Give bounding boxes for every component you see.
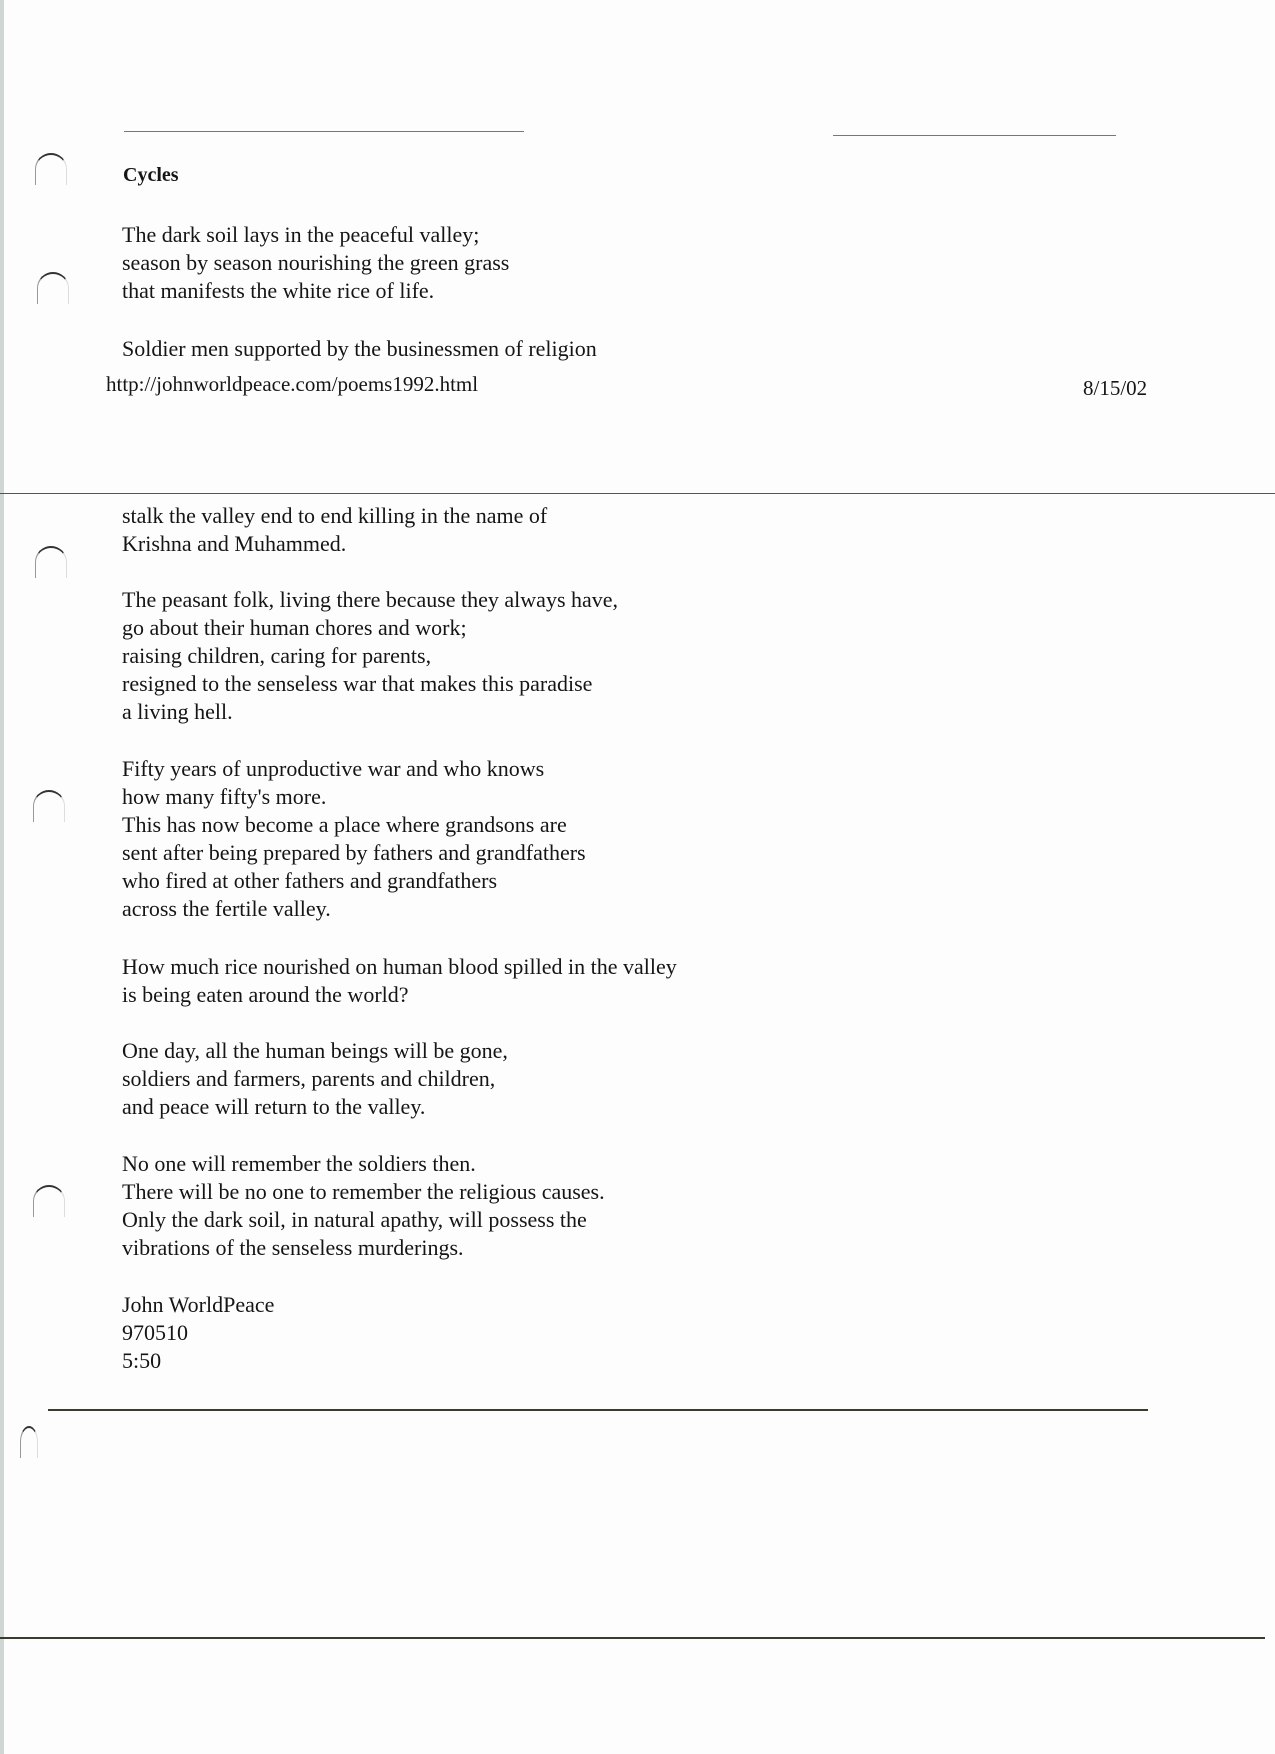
poem-line: How much rice nourished on human blood spilled in the valley <box>122 954 677 979</box>
poem-line: go about their human chores and work; <box>122 615 467 640</box>
stanza-4 <box>122 755 586 923</box>
author-name: John WorldPeace <box>122 1292 275 1317</box>
stanza-1 <box>122 221 509 305</box>
binder-hole-icon <box>33 790 65 822</box>
footer-url: http://johnworldpeace.com/poems1992.html <box>106 372 479 396</box>
poem-line: soldiers and farmers, parents and children, <box>122 1066 496 1091</box>
poem-line: sent after being prepared by fathers and grandfathers <box>122 840 586 865</box>
page-break-line <box>48 1409 1148 1411</box>
poem-line: Krishna and Muhammed. <box>122 531 347 556</box>
poem-line: No one will remember the soldiers then. <box>122 1151 476 1176</box>
stanza-7 <box>122 1150 605 1262</box>
footer-date: 8/15/02 <box>1083 376 1148 400</box>
poem-line: raising children, caring for parents, <box>122 643 432 668</box>
date-code: 970510 <box>122 1320 188 1345</box>
poem-line: season by season nourishing the green grass <box>122 250 510 275</box>
binder-hole-icon <box>37 272 69 304</box>
stanza-3 <box>122 586 618 726</box>
poem-title: Cycles <box>123 164 179 186</box>
stanza-6 <box>122 1037 508 1121</box>
scan-left-edge <box>0 0 4 1754</box>
poem-line: The dark soil lays in the peaceful valley; <box>122 222 480 247</box>
stanza-2-continued <box>122 502 547 558</box>
poem-line: who fired at other fathers and grandfathers <box>122 868 498 893</box>
poem-line: that manifests the white rice of life. <box>122 278 435 303</box>
binder-hole-icon <box>33 1185 65 1217</box>
poem-line: Only the dark soil, in natural apathy, will possess the <box>122 1207 587 1232</box>
stanza-2-start <box>122 335 597 363</box>
binder-hole-icon <box>35 546 67 578</box>
poem-line: resigned to the senseless war that makes this paradise <box>122 671 593 696</box>
page-break-line <box>0 493 1275 494</box>
poem-line: a living hell. <box>122 699 233 724</box>
binder-hole-icon <box>35 153 67 185</box>
poem-line: There will be no one to remember the religious causes. <box>122 1179 605 1204</box>
poem-line: and peace will return to the valley. <box>122 1094 426 1119</box>
poem-line: The peasant folk, living there because they always have, <box>122 587 619 612</box>
poem-line: One day, all the human beings will be gone, <box>122 1038 508 1063</box>
poem-line: stalk the valley end to end killing in the name of <box>122 503 548 528</box>
poem-line: This has now become a place where grandsons are <box>122 812 567 837</box>
page-fold-line <box>0 1637 1265 1639</box>
poem-line: vibrations of the senseless murderings. <box>122 1235 464 1260</box>
stanza-5 <box>122 953 677 1009</box>
header-rule-left <box>124 131 524 132</box>
time-code: 5:50 <box>122 1348 162 1373</box>
poem-line: Fifty years of unproductive war and who knows <box>122 756 545 781</box>
signature-block <box>122 1291 274 1375</box>
poem-line: across the fertile valley. <box>122 896 331 921</box>
poem-line: Soldier men supported by the businessmen of religion <box>122 336 597 361</box>
poem-line: how many fifty's more. <box>122 784 327 809</box>
header-rule-right <box>833 135 1116 136</box>
binder-hole-icon <box>20 1426 38 1458</box>
poem-line: is being eaten around the world? <box>122 982 409 1007</box>
